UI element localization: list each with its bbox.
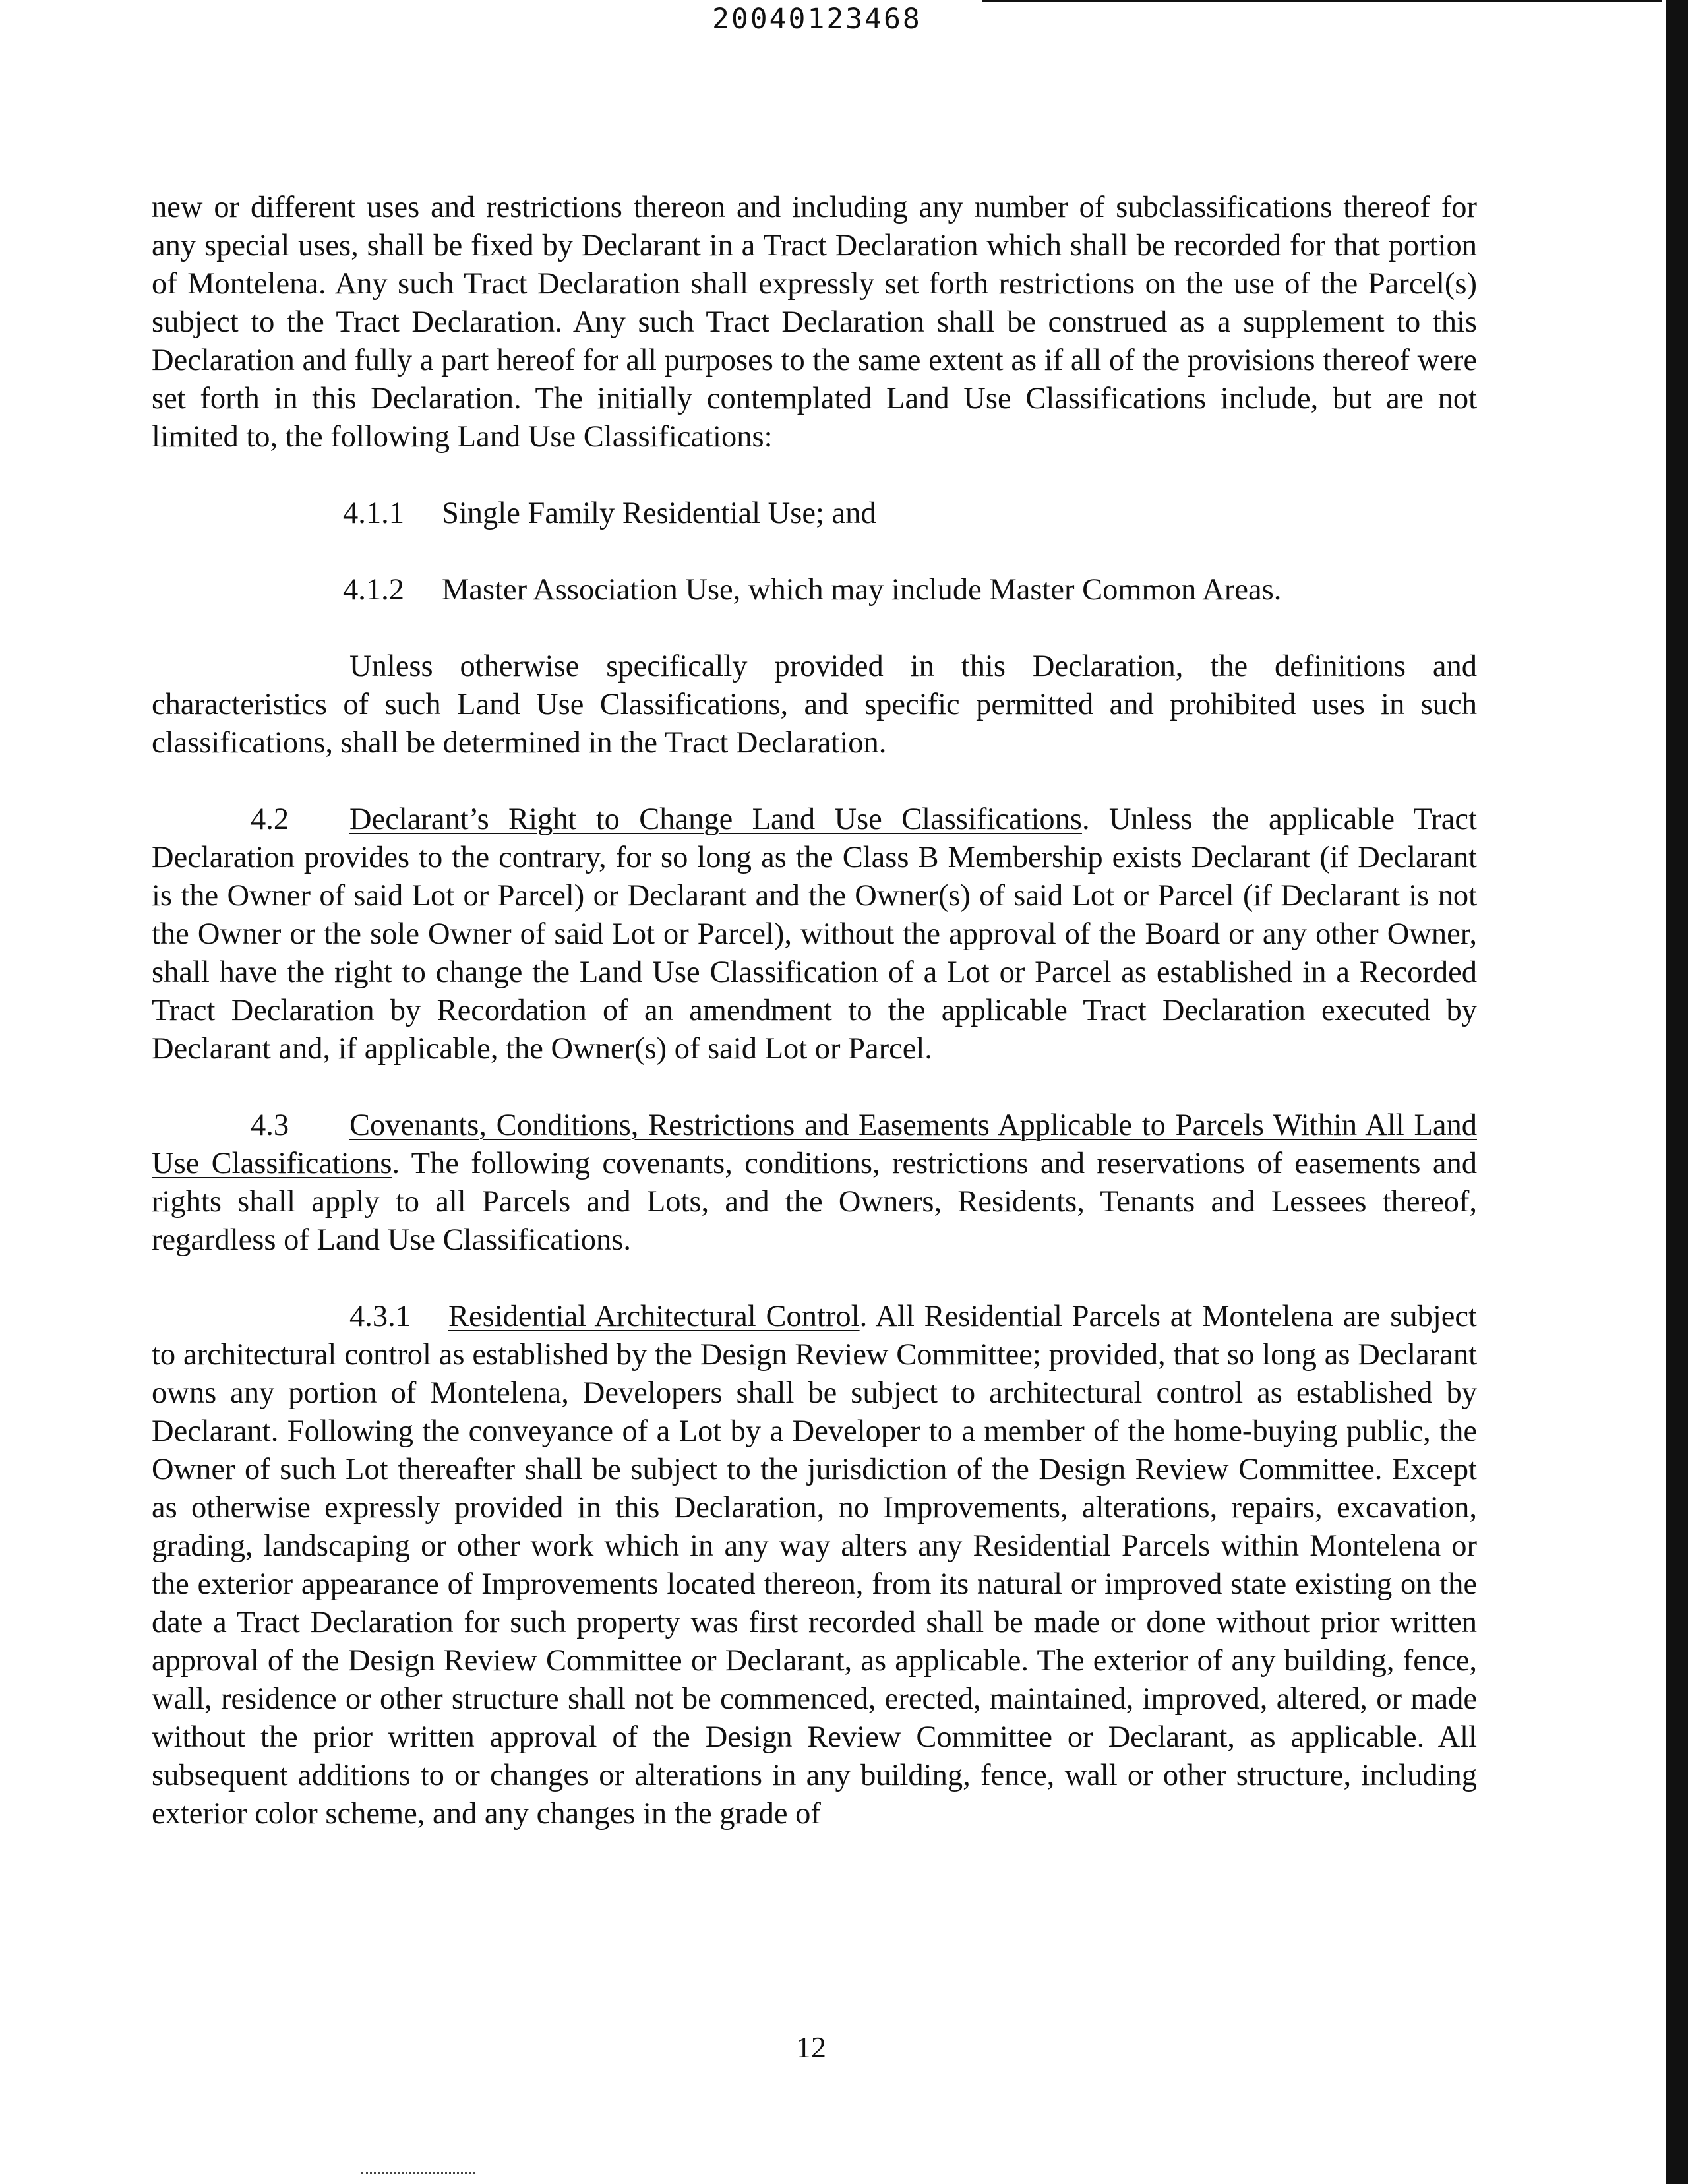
paragraph-continuation: new or different uses and restrictions thereon and including any number of subclassifications thereof for any special uses, shall be fixed by Declarant in a Tract Declaration which shall be recorded for that portion of Montelena. Any such Tract Declaration shall expressly set forth restrictions on the use of the Parcel(s) subject to the Tract Declaration. Any such Tract Declaration shall be construed as a supplement to this Declaration and fully a part hereof for all purposes to the same extent as if all of the provisions thereof were set forth in this Declaration. The initially contemplated Land Use Classifications include, but are not limited to, the following Land Use Classifications:	[152, 191, 1477, 454]
section-number: 4.3	[251, 1108, 289, 1142]
document-number: 20040123468	[712, 3, 922, 36]
section-text: . The following covenants, conditions, restrictions and reservations of easements and rights shall apply to all Parcels and Lots, and the Owners, Residents, Tenants and Lessees thereof, regardless of Land Use Classifications.	[152, 1147, 1477, 1257]
section-number: 4.2	[251, 803, 289, 836]
item-text: Master Association Use, which may include Master Common Areas.	[442, 573, 1282, 607]
paragraph-definitions: Unless otherwise specifically provided in this Declaration, the definitions and characteristics of such Land Use Classifications, and specific permitted and prohibited uses in such classifications, shall be determined in the Tract Declaration.	[152, 650, 1477, 760]
section-heading: Covenants, Conditions, Restrictions and Easements Applicable to Parcels Within All Land Use Classifications	[152, 1108, 1477, 1180]
page-number: 12	[796, 2030, 826, 2064]
section-4-2	[152, 801, 1477, 1068]
section-heading: Declarant’s Right to Change Land Use Classifications	[349, 803, 1082, 836]
item-number: 4.1.1	[343, 497, 404, 530]
scan-edge-bar	[1666, 0, 1688, 2184]
document-body	[152, 189, 1477, 1833]
item-number: 4.1.2	[343, 573, 404, 607]
section-4-3	[152, 1107, 1477, 1259]
header-rule	[982, 0, 1662, 2]
section-text: . Unless the applicable Tract Declaration provides to the contrary, for so long as the Class B Membership exists Declarant (if Declarant is the Owner of said Lot or Parcel) or Declarant and the Owner(s) of said Lot or Parcel (if Declarant is not the Owner or the sole Owner of said Lot or Parcel), without the approval of the Board or any other Owner, shall have the right to change the Land Use Classification of a Lot or Parcel as established in a Recorded Tract Declaration by Recordation of an amendment to the applicable Tract Declaration executed by Declarant and, if applicable, the Owner(s) of said Lot or Parcel.	[152, 803, 1477, 1066]
section-number: 4.3.1	[349, 1300, 411, 1333]
section-text: . All Residential Parcels at Montelena are subject to architectural control as established by the Design Review Committee; provided, that so long as Declarant owns any portion of Montelena, Developers shall be subject to architectural control as established by Declarant. Following the conveyance of a Lot by a Developer to a member of the home-buying public, the Owner of such Lot thereafter shall be subject to the jurisdiction of the Design Review Committee. Except as otherwise expressly provided in this Declaration, no Improvements, alterations, repairs, excavation, grading, landscaping or other work which in any way alters any Residential Parcels within Montelena or the exterior appearance of Improvements located thereon, from its natural or improved state existing on the date a Tract Declaration for such property was first recorded shall be made or done without prior written approval of the Design Review Committee or Declarant, as applicable. The exterior of any building, fence, wall, residence or other structure shall not be commenced, erected, maintained, improved, altered, or made without the prior written approval of the Design Review Committee or Declarant, as applicable. All subsequent additions to or changes or alterations in any building, fence, wall or other structure, including exterior color scheme, and any changes in the grade of	[152, 1300, 1477, 1831]
item-text: Single Family Residential Use; and	[442, 497, 876, 530]
section-heading: Residential Architectural Control	[448, 1300, 860, 1333]
section-4-3-1	[152, 1298, 1477, 1833]
list-item-4-1-2	[152, 571, 1477, 609]
list-item-4-1-1	[152, 495, 1477, 533]
scan-artifact-line	[361, 2172, 475, 2177]
